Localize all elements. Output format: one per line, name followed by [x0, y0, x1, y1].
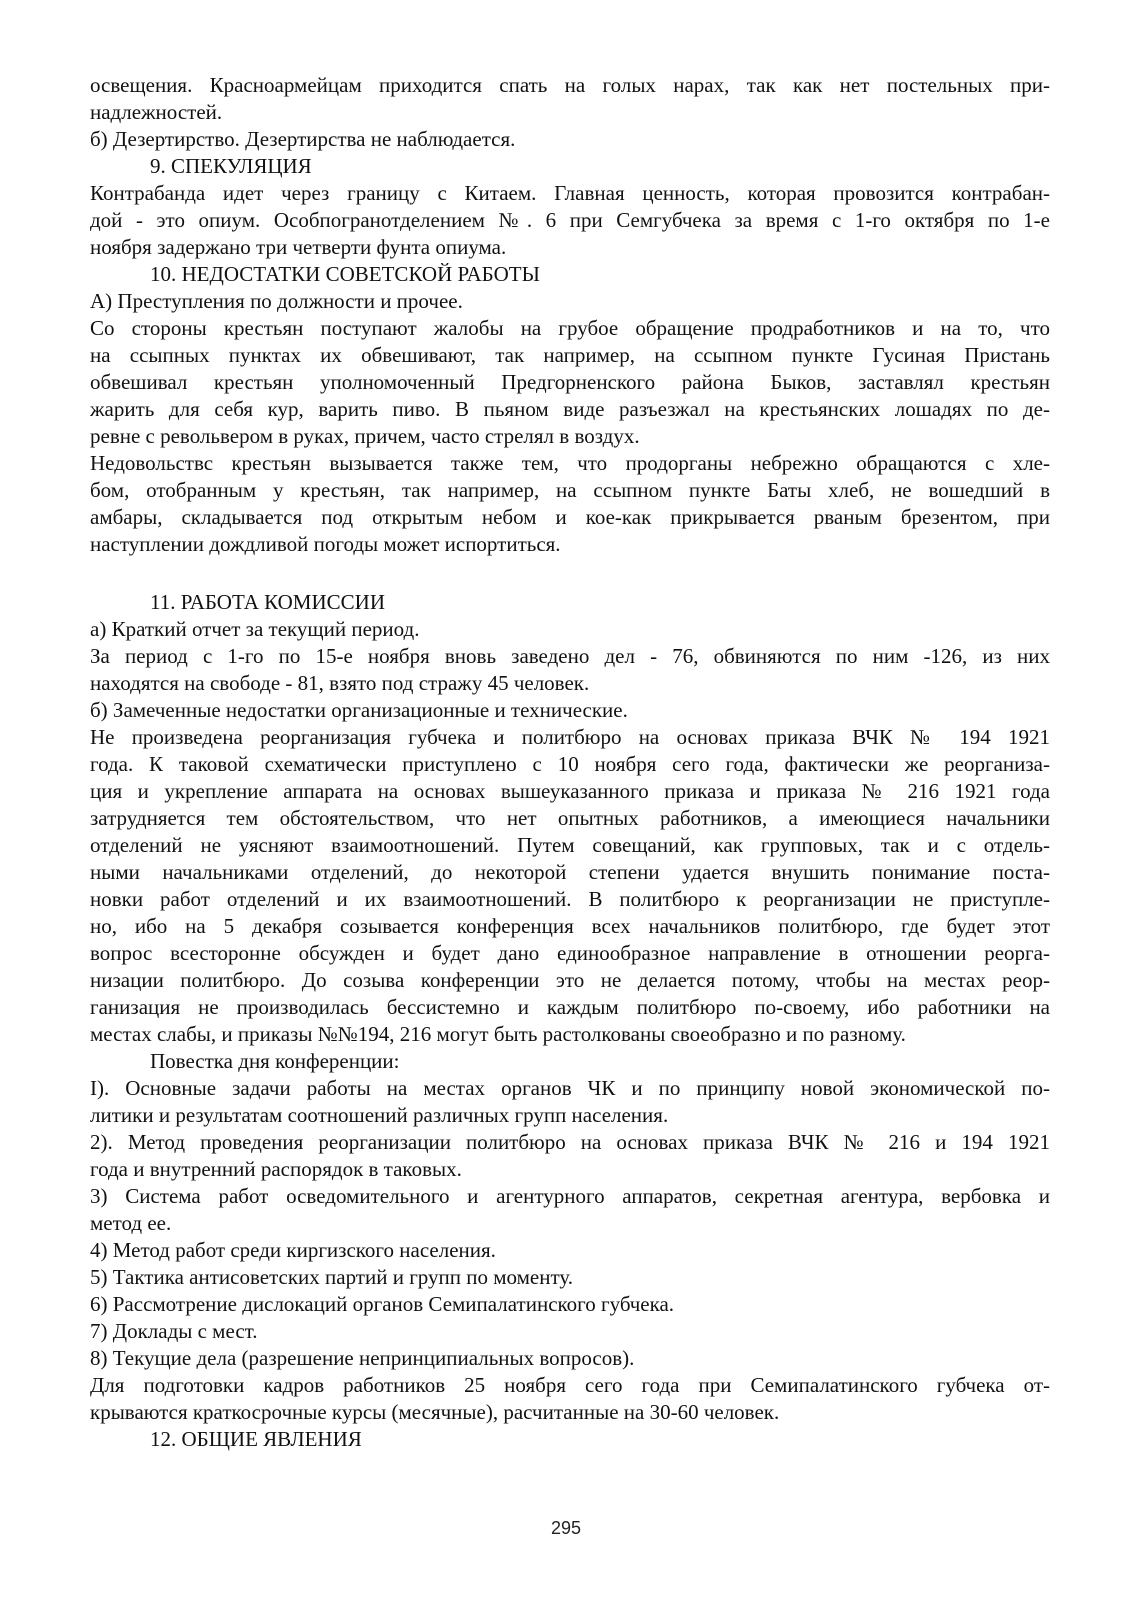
paragraph	[90, 315, 1050, 450]
text-line: ревне с револьвером в руках, причем, часто стрелял в воздух.	[90, 424, 640, 448]
text-line: обвешивал крестьян уполномоченный Предгорненского района Быков, заставлял крестьян	[90, 370, 1050, 394]
text-line: литики и результатам соотношений различных групп населения.	[90, 1103, 669, 1127]
paragraph	[90, 450, 1050, 558]
text-line: года и внутренний распорядок в таковых.	[90, 1157, 462, 1181]
text-line: бом, отобранным у крестьян, так например, на ссыпном пункте Баты хлеб, не вошедший в	[90, 478, 1050, 502]
text-line: 3) Система работ осведомительного и агентурного аппаратов, секретная агентура, вербовка и	[90, 1184, 1050, 1208]
text-line: затрудняется тем обстоятельством, что нет опытных работников, а имеющиеся начальники	[90, 806, 1050, 830]
text-line: 10. НЕДОСТАТКИ СОВЕТСКОЙ РАБОТЫ	[150, 262, 540, 286]
text-line: амбары, складывается под открытым небом и кое-как прикрывается рваным брезентом, при	[90, 505, 1050, 529]
text-line: ция и укрепление аппарата на основах вышеуказанного приказа и приказа № 216 1921 года	[90, 779, 1050, 803]
text-line: Повестка дня конференции:	[150, 1049, 400, 1073]
text-line: освещения. Красноармейцам приходится спать на голых нарах, так как нет постельных при-	[90, 73, 1050, 97]
text-line: низации политбюро. До созыва конференции это не делается потому, чтобы на местах реор-	[90, 968, 1050, 992]
text-line: За период с 1-го по 15-е ноября вновь заведено дел - 76, обвиняются по ним -126, из них	[90, 644, 1050, 668]
text-line: 11. РАБОТА КОМИССИИ	[150, 590, 385, 614]
paragraph	[90, 1264, 1050, 1291]
text-line: Со стороны крестьян поступают жалобы на грубое обращение продработников и на то, что	[90, 316, 1050, 340]
text-line: а) Краткий отчет за текущий период.	[90, 617, 420, 641]
page-number: 295	[550, 1518, 582, 1538]
text-line: Недовольствс крестьян вызывается также тем, что продорганы небрежно обращаются с хле-	[90, 451, 1050, 475]
text-line: ноября задержано три четверти фунта опиума.	[90, 235, 507, 259]
text-line: жарить для себя кур, варить пиво. В пьяном виде разъезжал на крестьянских лошадях по де-	[90, 397, 1050, 421]
section-heading	[90, 153, 1050, 180]
text-line: б) Дезертирство. Дезертирства не наблюдается.	[90, 127, 516, 151]
text-line: ганизация не производилась бессистемно и каждым политбюро по-своему, ибо работники на	[90, 995, 1050, 1019]
paragraph	[90, 616, 1050, 643]
document-body	[90, 72, 1050, 1453]
section-heading	[90, 1426, 1050, 1453]
text-line: находятся на свободе - 81, взято под стражу 45 человек.	[90, 671, 590, 695]
indented-line	[90, 1048, 1050, 1075]
text-line: 9. СПЕКУЛЯЦИЯ	[150, 154, 312, 178]
paragraph	[90, 1129, 1050, 1183]
section-heading	[90, 261, 1050, 288]
text-line: наступлении дождливой погоды может испортиться.	[90, 532, 561, 556]
text-line: А) Преступления по должности и прочее.	[90, 289, 463, 313]
paragraph	[90, 1291, 1050, 1318]
text-line: местах слабы, и приказы №№194, 216 могут быть растолкованы своеобразно и по разному.	[90, 1022, 906, 1046]
text-line: 2). Метод проведения реорганизации политбюро на основах приказа ВЧК № 216 и 194 1921	[90, 1130, 1050, 1154]
text-line: I). Основные задачи работы на местах органов ЧК и по принципу новой экономической по-	[90, 1076, 1050, 1100]
document-page	[90, 72, 1050, 1453]
text-line: новки работ отделений и их взаимоотношений. В политбюро к реорганизации не приступле-	[90, 887, 1050, 911]
text-line: но, ибо на 5 декабря созывается конференция всех начальников политбюро, где будет этот	[90, 914, 1050, 938]
paragraph	[90, 1237, 1050, 1264]
paragraph	[90, 1345, 1050, 1372]
text-line: Для подготовки кадров работников 25 ноября сего года при Семипалатинского губчека от-	[90, 1373, 1050, 1397]
text-line: года. К таковой схематически приступлено с 10 ноября сего года, фактически же реорганиза-	[90, 752, 1050, 776]
paragraph-gap	[90, 558, 1050, 589]
text-line: на ссыпных пунктах их обвешивают, так например, на ссыпном пункте Гусиная Пристань	[90, 343, 1050, 367]
text-line: отделений не уясняют взаимоотношений. Путем совещаний, как групповых, так и с отдель-	[90, 833, 1050, 857]
paragraph	[90, 1318, 1050, 1345]
paragraph	[90, 72, 1050, 126]
text-line: 4) Метод работ среди киргизского населения.	[90, 1238, 496, 1262]
text-line: 7) Доклады с мест.	[90, 1319, 258, 1343]
text-line: б) Замеченные недостатки организационные и технические.	[90, 698, 628, 722]
text-line: надлежностей.	[90, 100, 223, 124]
paragraph	[90, 724, 1050, 1048]
paragraph	[90, 697, 1050, 724]
paragraph	[90, 288, 1050, 315]
text-line: вопрос всесторонне обсужден и будет дано единообразное направление в отношении реорга-	[90, 941, 1050, 965]
paragraph	[90, 1075, 1050, 1129]
paragraph	[90, 1372, 1050, 1426]
section-heading	[90, 589, 1050, 616]
text-line: 12. ОБЩИЕ ЯВЛЕНИЯ	[150, 1427, 362, 1451]
text-line: Контрабанда идет через границу с Китаем. Главная ценность, которая провозится контрабан-	[90, 181, 1050, 205]
text-line: крываются краткосрочные курсы (месячные), расчитанные на 30-60 человек.	[90, 1400, 780, 1424]
paragraph	[90, 643, 1050, 697]
paragraph	[90, 1183, 1050, 1237]
text-line: дой - это опиум. Особпогранотделением №. 6 при Семгубчека за время с 1-го октября по 1-е	[90, 208, 1050, 232]
paragraph	[90, 126, 1050, 153]
text-line: Не произведена реорганизация губчека и политбюро на основах приказа ВЧК № 194 1921	[90, 725, 1050, 749]
text-line: метод ее.	[90, 1211, 172, 1235]
text-line: 5) Тактика антисоветских партий и групп по моменту.	[90, 1265, 574, 1289]
text-line: 8) Текущие дела (разрешение непринципиальных вопросов).	[90, 1346, 635, 1370]
text-line: ными начальниками отделений, до некоторой степени удается внушить понимание поста-	[90, 860, 1050, 884]
paragraph	[90, 180, 1050, 261]
text-line: 6) Рассмотрение дислокаций органов Семипалатинского губчека.	[90, 1292, 675, 1316]
